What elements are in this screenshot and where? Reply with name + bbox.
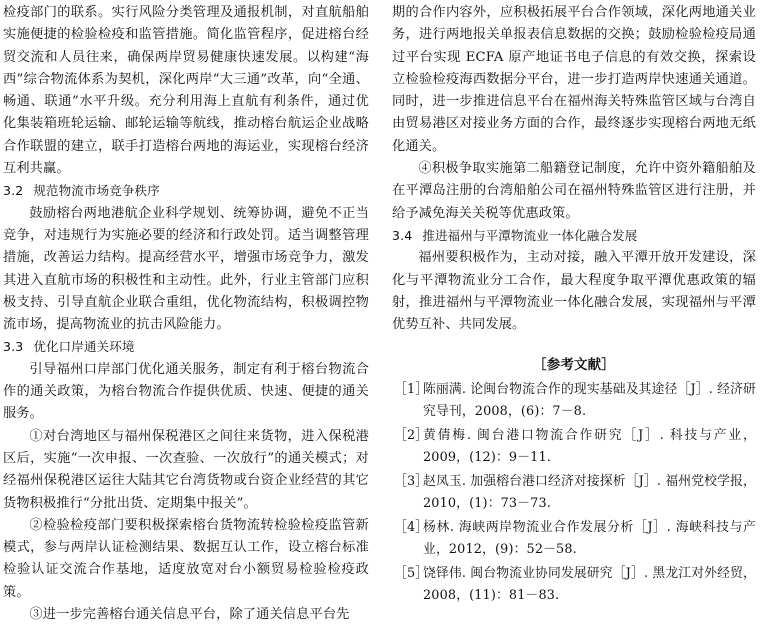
section-heading-3-4 [392,225,756,247]
reference-number: ［1］ [394,382,429,398]
paragraph-3-3-item-3: ③进一步完善榕台通关信息平台，除了通关信息平台先 [29,607,350,623]
section-heading-3-2 [3,180,369,202]
reference-item [392,563,756,606]
reference-number: ［4］ [394,520,429,536]
section-number: 3.3 [3,339,24,355]
paragraph-intro: 检疫部门的联系。实行风险分类管理及通报机制，对直航船舶实施便捷的检验检疫和监管措施。简化监管程序，促进榕台经贸交流和人员往来，确保两岸贸易健康快速发展。以构建“海西”综合物流体系为契机，深化两岸“大三通”改革，向“全通、畅通、联通”水平升级。充分利用海上直航有利条件，通过优化集装箱班轮运输、邮轮运输等航线，推动榕台航运企业战略合作联盟的建立，联手打造榕台两地的海运业，实现榕台经济互利共赢。 [3,5,369,177]
section-title: 优化口岸通关环境 [33,339,135,355]
reference-item [392,425,756,468]
reference-text: 黄倩梅. 闽台港口物流合作研究［J］. 科技与产业，2009，(12)：9－11. [423,428,756,465]
reference-number: ［5］ [394,566,429,582]
reference-number: ［2］ [394,428,429,444]
section-number: 3.4 [392,227,413,243]
section-number: 3.2 [3,183,24,199]
reference-list [392,379,756,606]
paragraph-3-3-item-2: ②检验检疫部门要积极探索榕台货物流转检验检疫监管新模式，参与两岸认证检测结果、数据互认工作，设立榕台标准检验认证交流合作基地，适度放宽对台小额贸易检验检疫政策。 [3,517,369,600]
reference-text: 赵凤玉. 加强榕台港口经济对接探析［J］. 福州党校学报，2010，(1)：73－73. [423,474,756,511]
section-heading-3-3 [3,336,369,358]
reference-text: 陈丽满. 论闽台物流合作的现实基础及其途径［J］. 经济研究导刊，2008，(6)：7－8. [423,382,756,419]
reference-text: 杨林. 海峡两岸物流业合作发展分析［J］. 海峡科技与产业，2012，(9)：52－58. [423,520,756,557]
reference-text: 饶铎伟. 闽台物流业协同发展研究［J］. 黑龙江对外经贸，2008，(11)：81－83. [423,566,756,603]
reference-item [392,471,756,514]
paragraph-3-3-item-1: ①对台湾地区与福州保税港区之间往来货物，进入保税港区后，实施“一次申报、一次查验、一次放行”的通关模式；对经福州保税港区运往大陆其它台湾货物或台资企业经营的其它货物积极推行“分批出货、定期集中报关”。 [3,428,369,511]
section-title: 推进福州与平潭物流业一体化融合发展 [422,227,638,243]
paragraph-continued: 期的合作内容外，应积极拓展平台合作领域，深化两地通关业务，进行两地报关单报表信息数据的交换；鼓励检验检疫局通过平台实现 ECFA 原产地证书电子信息的有效交换，探索设立检验检疫海西数据分平台，进一步打造两岸快速通关通道。同时，进一步推进信息平台在福州海关特殊监管区域与台湾自由贸易港区对接业务方面的合作，最终逐步实现榕台两地无纸化通关。 [392,5,756,154]
paragraph-3-2: 鼓励榕台两地港航企业科学规划、统筹协调，避免不正当竞争，对违规行为实施必要的经济和行政处罚。适当调整管理措施，改善运力结构。提高经营水平，增强市场竞争力，激发其进入直航市场的积极性和主动性。此外，行业主管部门应积极支持、引导直航企业联合重组，优化物流结构，积极调控物流市场，提高物流业的抗击风险能力。 [3,205,369,333]
paragraph-3-3-item-4: ④积极争取实施第二船籍登记制度，允许中资外籍船舶及在平潭岛注册的台湾船舶公司在福州特殊监管区进行注册，并给予减免海关关税等优惠政策。 [392,161,756,221]
paragraph-3-4: 福州要积极作为，主动对接，融入平潭开放开发建设，深化与平潭物流业分工合作，最大程度争取平潭优惠政策的辐射，推进福州与平潭物流业一体化融合发展，实现福州与平潭优势互补、共同发展。 [392,250,756,333]
reference-item [392,517,756,560]
section-title: 规范物流市场竞争秩序 [33,183,160,199]
references-heading: ［参考文献］ [533,357,615,374]
reference-number: ［3］ [394,474,429,490]
right-column [392,2,756,609]
left-column [3,2,369,626]
reference-item [392,379,756,422]
paragraph-3-3: 引导福州口岸部门优化通关服务，制定有利于榕台物流合作的通关政策，为榕台物流合作提供优质、快速、便捷的通关服务。 [3,361,369,422]
